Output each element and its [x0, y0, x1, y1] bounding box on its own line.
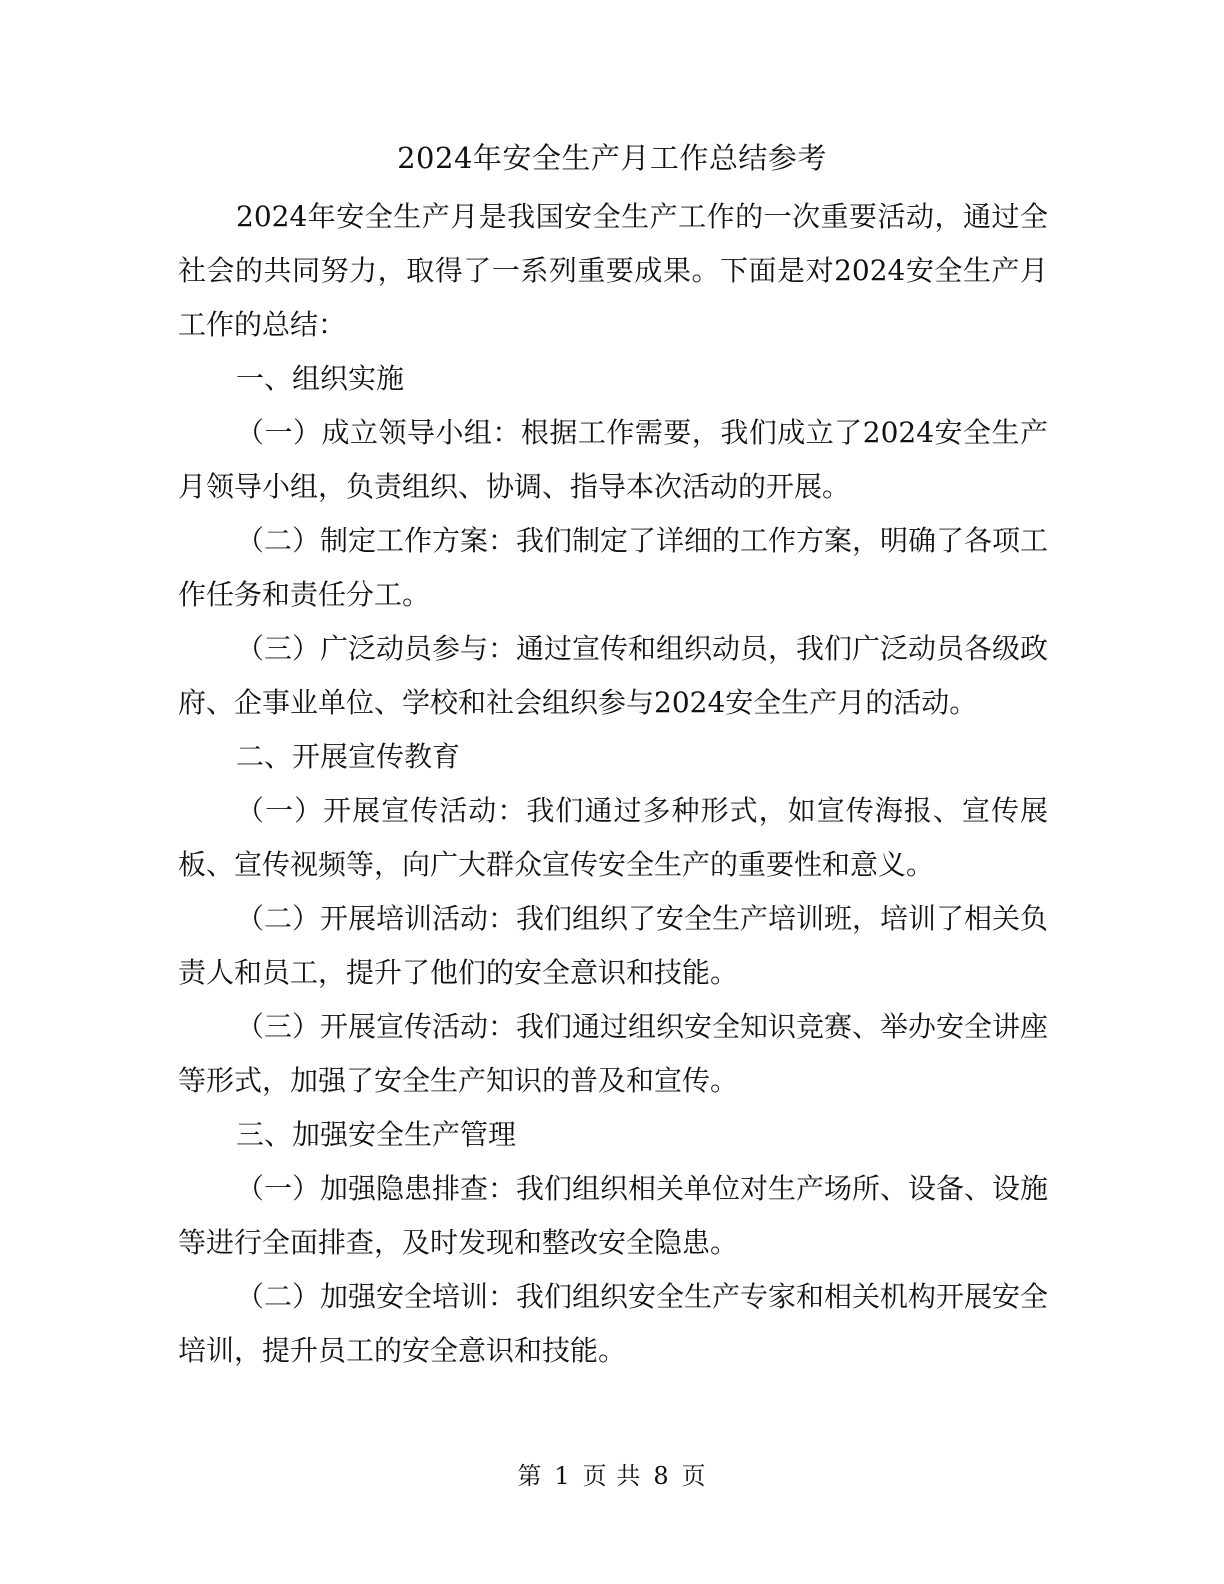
document-body — [178, 190, 1048, 1378]
total-pages-number: 8 — [653, 1462, 670, 1490]
section-heading-3: 三、加强安全生产管理 — [236, 1118, 517, 1151]
paragraph-3-2: （二）加强安全培训：我们组织安全生产专家和相关机构开展安全培训，提升员工的安全意识和技能。 — [178, 1280, 1049, 1367]
paragraph-2-2: （二）开展培训活动：我们组织了安全生产培训班，培训了相关负责人和员工，提升了他们的安全意识和技能。 — [178, 902, 1049, 989]
paragraph-2-3: （三）开展宣传活动：我们通过组织安全知识竞赛、举办安全讲座等形式，加强了安全生产知识的普及和宣传。 — [178, 1010, 1049, 1097]
paragraph-1-2: （二）制定工作方案：我们制定了详细的工作方案，明确了各项工作任务和责任分工。 — [178, 524, 1049, 611]
footer-suffix: 页 — [681, 1462, 707, 1490]
section-heading-2: 二、开展宣传教育 — [236, 740, 461, 773]
page-footer — [0, 1458, 1224, 1494]
footer-prefix: 第 — [517, 1462, 543, 1490]
footer-middle: 页 共 — [582, 1462, 642, 1490]
current-page-number: 1 — [554, 1462, 571, 1490]
paragraph-3-1: （一）加强隐患排查：我们组织相关单位对生产场所、设备、设施等进行全面排查，及时发现和整改安全隐患。 — [178, 1172, 1049, 1259]
paragraph-2-1: （一）开展宣传活动：我们通过多种形式，如宣传海报、宣传展板、宣传视频等，向广大群众宣传安全生产的重要性和意义。 — [178, 794, 1048, 881]
document-title: 2024年安全生产月工作总结参考 — [397, 141, 827, 175]
intro-paragraph: 2024年安全生产月是我国安全生产工作的一次重要活动，通过全社会的共同努力，取得了一系列重要成果。下面是对2024安全生产月工作的总结： — [178, 200, 1048, 341]
paragraph-1-1: （一）成立领导小组：根据工作需要，我们成立了2024安全生产月领导小组，负责组织、协调、指导本次活动的开展。 — [178, 416, 1048, 503]
paragraph-1-3: （三）广泛动员参与：通过宣传和组织动员，我们广泛动员各级政府、企事业单位、学校和社会组织参与2024安全生产月的活动。 — [178, 632, 1049, 719]
section-heading-1: 一、组织实施 — [236, 362, 405, 395]
